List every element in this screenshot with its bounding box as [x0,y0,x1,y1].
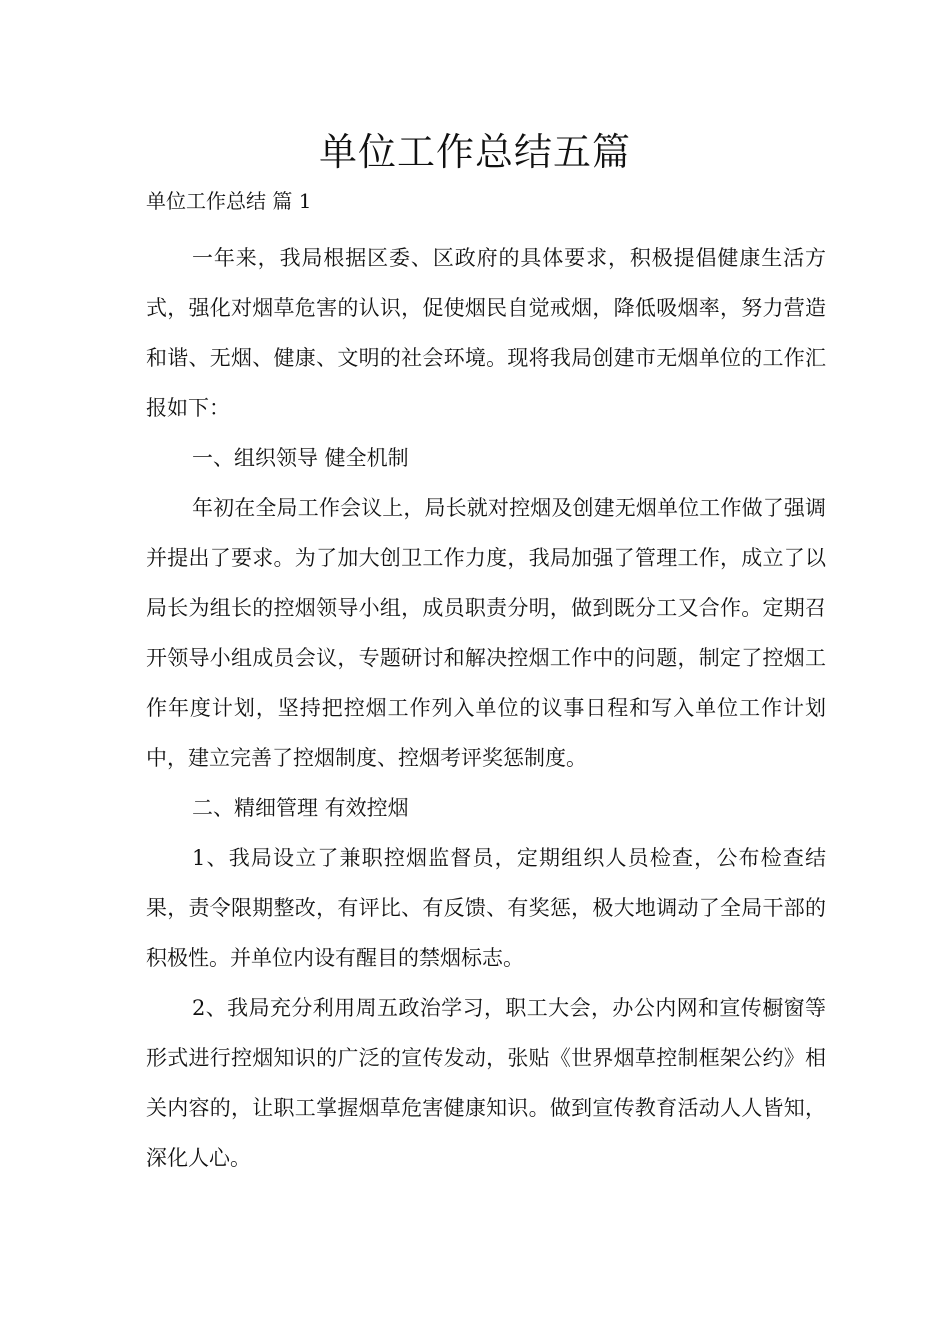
section-heading: 单位工作总结 篇 1 [146,189,312,213]
document-body [146,233,826,1183]
paragraph-item-1: 1、我局设立了兼职控烟监督员，定期组织人员检查，公布检查结果，责令限期整改，有评比、有反馈、有奖惩，极大地调动了全局干部的积极性。并单位内设有醒目的禁烟标志。 [146,846,826,970]
paragraph-item-2: 2、我局充分利用周五政治学习，职工大会，办公内网和宣传橱窗等形式进行控烟知识的广泛的宣传发动，张贴《世界烟草控制框架公约》相关内容的，让职工掌握烟草危害健康知识。做到宣传教育活动人人皆知，深化人心。 [146,996,826,1170]
subheading-management: 二、精细管理 有效控烟 [192,796,409,820]
paragraph-intro: 一年来，我局根据区委、区政府的具体要求，积极提倡健康生活方式，强化对烟草危害的认识，促使烟民自觉戒烟，降低吸烟率，努力营造和谐、无烟、健康、文明的社会环境。现将我局创建市无烟单位的工作汇报如下： [146,246,826,420]
document-title: 单位工作总结五篇 [318,130,631,174]
subheading-organization: 一、组织领导 健全机制 [192,446,409,470]
paragraph-organization: 年初在全局工作会议上，局长就对控烟及创建无烟单位工作做了强调并提出了要求。为了加大创卫工作力度，我局加强了管理工作，成立了以局长为组长的控烟领导小组，成员职责分明，做到既分工又合作。定期召开领导小组成员会议，专题研讨和解决控烟工作中的问题，制定了控烟工作年度计划，坚持把控烟工作列入单位的议事日程和写入单位工作计划中，建立完善了控烟制度、控烟考评奖惩制度。 [146,496,826,770]
